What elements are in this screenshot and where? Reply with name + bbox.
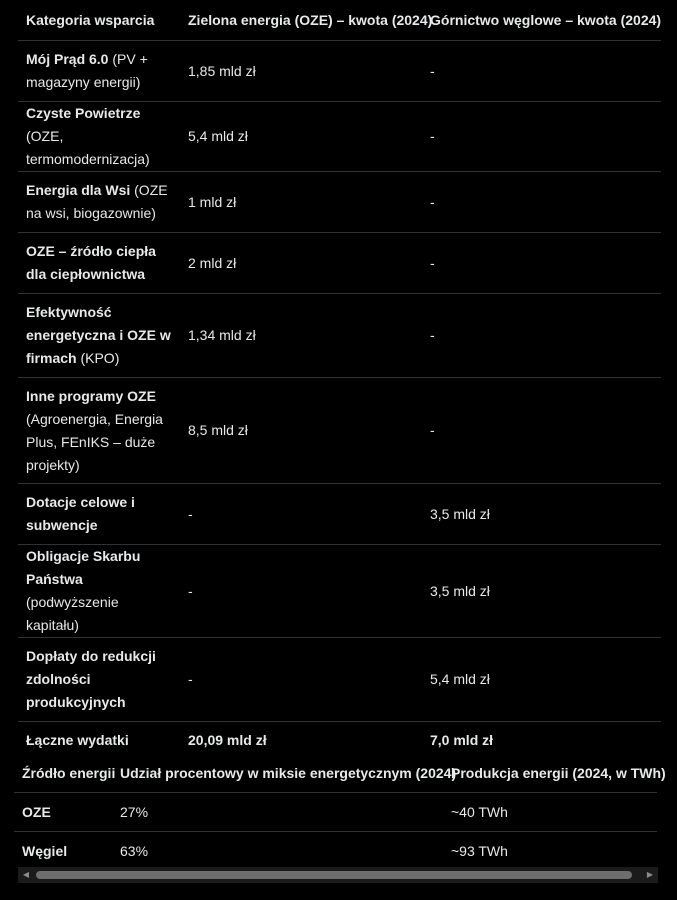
category-cell [18,102,180,172]
green-amount-cell: - [180,545,422,638]
header-share: Udział procentowy w miksie energetycznym (2024) [120,764,457,781]
table-row [18,233,661,294]
energy-mix-header-row [14,754,657,793]
green-amount-cell: - [180,638,422,722]
table-row [18,41,661,102]
table-row [18,102,661,172]
category-name: Inne programy OZE [26,387,156,404]
category-note: (OZE na wsi, biogazownie) [26,182,168,221]
category-cell [18,294,180,378]
header-production: Produkcja energii (2024, w TWh) [451,764,666,781]
production-cell: ~40 TWh [443,793,657,832]
share-cell: 27% [112,793,443,832]
coal-amount-cell: 5,4 mld zł [422,638,661,722]
category-cell [18,484,180,545]
green-amount-cell: 1 mld zł [180,172,422,233]
category-note: (OZE, termomodernizacja) [26,128,150,167]
coal-amount-cell: - [422,233,661,294]
total-coal-amount: 7,0 mld zł [422,722,661,760]
category-note: (KPO) [76,350,120,366]
category-note: (podwyższenie kapitału) [26,594,119,633]
category-name: Energia dla Wsi [26,182,131,198]
coal-amount-cell: 3,5 mld zł [422,484,661,545]
table-row [18,638,661,722]
coal-amount-cell: - [422,102,661,172]
energy-mix-table [14,754,666,870]
green-amount-cell: 5,4 mld zł [180,102,422,172]
category-name: Dotacje celowe i subwencje [26,494,135,533]
category-note: (Agroenergia, Energia Plus, FEnIKS – duże projekty) [26,410,163,473]
table-row [18,545,661,638]
scrollbar-thumb[interactable] [36,871,632,879]
category-cell [18,172,180,233]
total-green-amount: 20,09 mld zł [180,722,422,760]
green-amount-cell: 1,85 mld zł [180,41,422,102]
header-category: Kategoria wsparcia [26,11,155,28]
green-amount-cell: - [180,484,422,545]
green-amount-cell: 1,34 mld zł [180,294,422,378]
energy-source-cell: OZE [14,793,112,832]
table-row [14,793,657,832]
scroll-right-arrow-icon[interactable]: ▶ [646,870,654,879]
table-row [14,832,657,871]
category-name: Dopłaty do redukcji zdolności produkcyjnych [26,648,156,710]
green-amount-cell: 2 mld zł [180,233,422,294]
coal-amount-cell: 3,5 mld zł [422,545,661,638]
header-green-amount: Zielona energia (OZE) – kwota (2024) [188,11,433,28]
coal-amount-cell: - [422,41,661,102]
table-row [18,378,661,484]
total-label: Łączne wydatki [18,722,180,760]
energy-source-cell: Węgiel [14,832,112,871]
category-cell [18,545,180,638]
category-cell [18,233,180,294]
coal-amount-cell: - [422,294,661,378]
category-name: Czyste Powietrze [26,105,141,121]
support-table [18,0,661,760]
production-cell: ~93 TWh [443,832,657,871]
coal-amount-cell: - [422,378,661,484]
header-energy-source: Źródło energii [22,764,116,781]
support-table-header-row [18,0,661,41]
coal-amount-cell: - [422,172,661,233]
table-row [18,294,661,378]
category-name: Efektywność energetyczna i OZE w firmach [26,304,171,366]
green-amount-cell: 8,5 mld zł [180,378,422,484]
category-cell [18,41,180,102]
category-note: (PV + magazyny energii) [26,51,148,90]
category-cell [18,638,180,722]
table-row [18,172,661,233]
category-cell [18,378,180,484]
category-name: Mój Prąd 6.0 [26,51,109,67]
share-cell: 63% [112,832,443,871]
table-row [18,484,661,545]
header-coal-amount: Górnictwo węglowe – kwota (2024) [430,11,662,28]
category-name: OZE – źródło ciepła dla ciepłownictwa [26,243,156,282]
horizontal-scrollbar[interactable] [18,867,658,883]
scroll-left-arrow-icon[interactable]: ◀ [22,870,30,879]
category-name: Obligacje Skarbu Państwa [26,548,141,587]
